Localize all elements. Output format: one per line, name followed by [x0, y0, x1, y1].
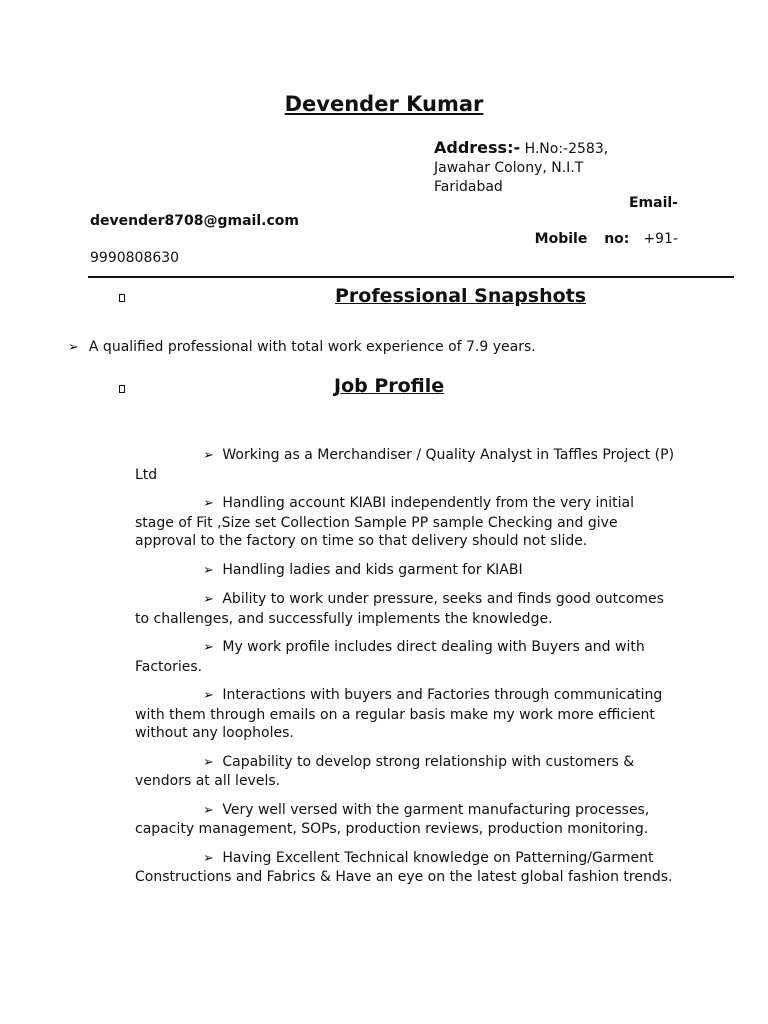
list-item-text: Very well versed with the garment manufacturing processes, capacity management, SOPs, production reviews, production monitoring. — [135, 801, 650, 837]
arrow-bullet-icon: ➢ — [203, 562, 214, 578]
list-item — [135, 561, 675, 581]
arrow-bullet-icon: ➢ — [203, 496, 214, 511]
list-item — [135, 638, 675, 676]
mobile-label: Mobile no: — [534, 231, 630, 247]
address-label: Address:- — [434, 138, 521, 157]
arrow-bullet-icon: ➢ — [203, 640, 214, 655]
address-line-2: Jawahar Colony, N.I.T — [434, 160, 584, 176]
resume-name: Devender Kumar — [284, 92, 484, 116]
list-item-text: My work profile includes direct dealing with Buyers and with Factories. — [135, 639, 645, 675]
list-item-text: Having Excellent Technical knowledge on Patterning/Garment Constructions and Fabrics & Have an eye on the latest global fashion trends. — [135, 849, 673, 885]
summary-text: A qualified professional with total work experience of 7.9 years. — [88, 339, 536, 355]
email-label: Email- — [628, 195, 678, 211]
arrow-bullet-icon: ➢ — [203, 592, 214, 607]
arrow-bullet-icon: ➢ — [203, 754, 214, 770]
list-item-text: Handling ladies and kids garment for KIABI — [222, 561, 523, 578]
email-value: devender8708@gmail.com — [90, 213, 299, 229]
list-item-text: Working as a Merchandiser / Quality Analyst in Taffles Project (P) Ltd — [135, 447, 675, 483]
address-line-3: Faridabad — [434, 179, 503, 195]
list-item-text: Ability to work under pressure, seeks and finds good outcomes to challenges, and successfully implements the knowledge. — [135, 591, 664, 627]
arrow-bullet-icon: ➢ — [203, 802, 214, 818]
list-item — [135, 590, 675, 628]
summary-line — [68, 339, 536, 355]
list-item — [135, 446, 675, 484]
list-item — [135, 849, 675, 887]
section-title-job-profile: Job Profile — [334, 375, 445, 397]
arrow-bullet-icon: ➢ — [203, 850, 214, 866]
mobile-prefix: +91- — [643, 231, 678, 247]
arrow-bullet-icon: ➢ — [203, 688, 214, 703]
list-item-text: Interactions with buyers and Factories through communicating with them through emails on a regular basis make my work more efficient without any loopholes. — [135, 687, 663, 741]
list-item-text: Capability to develop strong relationship with customers & vendors at all levels. — [135, 753, 635, 789]
arrow-bullet-icon: ➢ — [68, 340, 79, 355]
list-item — [135, 801, 675, 839]
job-profile-list — [135, 446, 675, 897]
list-item — [135, 686, 675, 743]
mobile-line — [434, 231, 678, 247]
box-icon — [119, 294, 125, 302]
list-item-text: Handling account KIABI independently from the very initial stage of Fit ,Size set Collection Sample PP sample Checking and give approval to the factory on time so that delivery should not slide. — [135, 495, 634, 549]
list-item — [135, 494, 675, 551]
address-line-1: H.No:-2583, — [520, 141, 609, 157]
mobile-value: 9990808630 — [90, 250, 180, 266]
section-title-snapshots: Professional Snapshots — [335, 285, 587, 307]
address-block — [434, 138, 684, 197]
arrow-bullet-icon: ➢ — [203, 448, 214, 463]
header-divider — [88, 276, 734, 278]
box-icon — [119, 385, 125, 393]
list-item — [135, 753, 675, 791]
